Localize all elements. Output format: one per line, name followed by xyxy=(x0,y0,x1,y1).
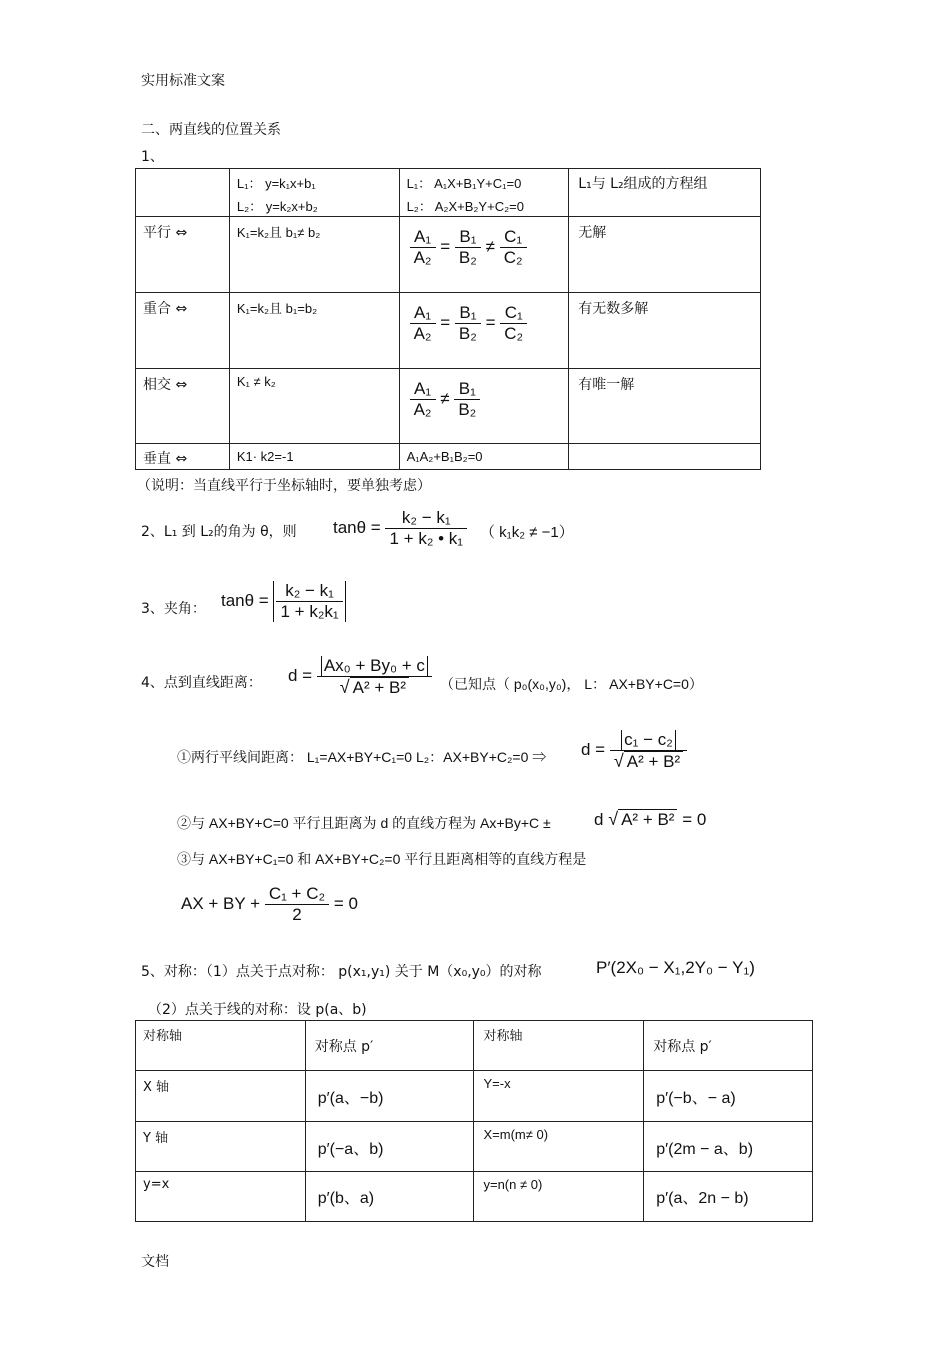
table-cell xyxy=(229,169,399,217)
sub2-text: ②与 AX+BY+C=0 平行且距离为 d 的直线方程为 Ax+By+C ± xyxy=(177,815,551,831)
general-line2: L₂： A₂X+B₂Y+C₂=0 xyxy=(406,199,524,214)
row-label: 相交 ⇔ xyxy=(143,377,188,393)
table-row xyxy=(136,293,761,369)
relation-table xyxy=(135,168,761,470)
sub1-formula: d = $\frac{\text{c₁ − c₂}}{\text{√ A² + B²}}$ xyxy=(581,729,687,772)
slope-cond: K₁ ≠ k₂ xyxy=(236,374,276,389)
item1-label: 1、 xyxy=(141,149,164,165)
item5-formula: P′(2X₀ − X₁,2Y₀ − Y₁) xyxy=(596,958,755,977)
coef-ratio: $\frac{\text{A₁}}{\text{A₂}}$ ≠ $\frac{\text{B₁}}{\text{B₂}}$ xyxy=(410,379,481,420)
coef-ratio: $\frac{\text{A₁}}{\text{A₂}}$ = $\frac{\text{B₁}}{\text{B₂}}$ = $\frac{\text{C₁}}{\text{C₂}}$ xyxy=(410,303,528,344)
item4-prefix: 4、点到直线距离： xyxy=(141,675,262,691)
row-label: 重合 ⇔ xyxy=(143,301,188,317)
sub3-text: ③与 AX+BY+C₁=0 和 AX+BY+C₂=0 平行且距离相等的直线方程是 xyxy=(177,851,587,867)
sub3-formula: AX + BY + $\frac{\text{C₁ + C₂}}{2}$ = 0 xyxy=(181,884,358,924)
header-point: 对称点 p′ xyxy=(653,1039,712,1055)
system-header: L₁与 L₂组成的方程组 xyxy=(578,176,708,192)
table-row xyxy=(136,444,761,470)
table-row: X 轴 p′(a、−b) Y=-x p′(−b、− a) xyxy=(136,1071,813,1122)
table-cell xyxy=(399,169,569,217)
item3-prefix: 3、夹角： xyxy=(141,601,206,617)
item2-formula: tanθ = $\frac{\text{k₂ − k₁}}{\text{1 + k₂ • k₁}}$ xyxy=(333,508,467,549)
symmetry-table xyxy=(135,1020,813,1222)
item2-condition: （ k₁k₂ ≠ −1） xyxy=(480,524,574,541)
table-row: y=x p′(b、a) y=n(n ≠ 0) p′(a、2n − b) xyxy=(136,1172,813,1222)
table-cell xyxy=(136,169,230,217)
item3-formula: tanθ = $\frac{\text{k₂ − k₁}}{\text{1 + k₂k₁}}$ xyxy=(221,581,346,622)
section-title: 二、两直线的位置关系 xyxy=(141,122,281,138)
item5-sub: （2）点关于线的对称：设 p(a、b) xyxy=(148,1002,367,1018)
page-header: 实用标准文案 xyxy=(141,73,225,89)
table-header-row xyxy=(136,1021,813,1071)
slope-cond: K1· k2=-1 xyxy=(236,449,294,464)
table-cell xyxy=(569,169,761,217)
coef-ratio: $\frac{\text{A₁}}{\text{A₂}}$ = $\frac{\text{B₁}}{\text{B₂}}$ ≠ $\frac{\text{C₁}}{\text{C₂}}$ xyxy=(410,227,527,268)
header-axis: 对称轴 xyxy=(143,1029,183,1044)
sub2-formula: d √ A² + B² = 0 xyxy=(594,809,707,829)
result: 无解 xyxy=(578,225,607,241)
item4-formula: d = $\frac{\text{Ax₀ + By₀ + c}}{\text{√ A² + B²}}$ xyxy=(288,655,432,698)
slope-cond: K₁=k₂且 b₁=b₂ xyxy=(236,301,318,316)
header-point: 对称点 p′ xyxy=(314,1039,374,1055)
item4-condition: （已知点（ p₀(x₀,y₀)， L： AX+BY+C=0） xyxy=(440,676,703,692)
item5-text: 5、对称：（1）点关于点对称： p(x₁,y₁) 关于 M（x₀,y₀）的对称 xyxy=(141,964,542,980)
page-footer: 文档 xyxy=(141,1254,169,1270)
table-row xyxy=(136,217,761,293)
slope-cond: K₁=k₂且 b₁≠ b₂ xyxy=(236,225,321,240)
row-label: 垂直 ⇔ xyxy=(143,451,188,467)
table-row xyxy=(136,369,761,444)
coef-cond: A₁A₂+B₁B₂=0 xyxy=(406,449,483,464)
slope-line1: L₁： y=k₁x+b₁ xyxy=(236,176,316,191)
result: 有无数多解 xyxy=(578,301,649,317)
item2-prefix: 2、L₁ 到 L₂的角为 θ，则 xyxy=(141,524,297,540)
row-label: 平行 ⇔ xyxy=(143,225,188,241)
sub1-text: ①两行平线间距离： L₁=AX+BY+C₁=0 L₂：AX+BY+C₂=0 ⇒ xyxy=(177,749,547,765)
header-axis: 对称轴 xyxy=(483,1029,523,1044)
general-line1: L₁： A₁X+B₁Y+C₁=0 xyxy=(406,176,522,191)
table-row: Y 轴 p′(−a、b) X=m(m≠ 0) p′(2m − a、b) xyxy=(136,1122,813,1172)
result: 有唯一解 xyxy=(578,377,635,393)
table-header-row xyxy=(136,169,761,217)
note: （说明：当直线平行于坐标轴时，要单独考虑） xyxy=(137,478,431,494)
slope-line2: L₂： y=k₂x+b₂ xyxy=(236,199,318,214)
